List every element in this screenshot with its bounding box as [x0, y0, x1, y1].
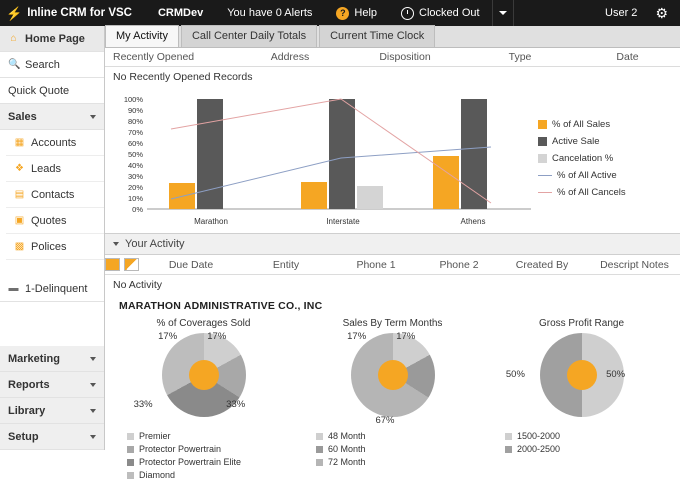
- sidebar-bottom: [0, 346, 104, 450]
- accounts-icon: ▦: [14, 137, 25, 148]
- column-phone-2[interactable]: Phone 2: [439, 258, 479, 271]
- sales-bar-chart: [111, 91, 538, 231]
- pie-title: % of Coverages Sold: [156, 318, 251, 329]
- user-label: User 2: [605, 7, 638, 19]
- legend-label: Protector Powertrain Elite: [139, 457, 242, 467]
- tab-current-time-clock[interactable]: Current Time Clock: [319, 25, 435, 47]
- column-address[interactable]: Address: [270, 51, 310, 63]
- svg-text:10%: 10%: [127, 194, 143, 203]
- svg-text:Interstate: Interstate: [326, 217, 360, 226]
- search-icon: 🔍: [8, 59, 21, 70]
- chevron-down-icon: [90, 435, 96, 439]
- svg-text:50%: 50%: [127, 150, 143, 159]
- sidebar-item-search[interactable]: [0, 52, 104, 78]
- legend-label: Diamond: [139, 470, 176, 480]
- sidebar-item-quick-quote[interactable]: [0, 78, 104, 104]
- legend-label: % of All Cancels: [557, 187, 626, 198]
- column-entity[interactable]: Entity: [272, 258, 300, 271]
- tab-bar: [105, 26, 680, 48]
- alerts-item[interactable]: [215, 0, 324, 26]
- quotes-icon: ▣: [14, 215, 25, 226]
- legend-label: % of All Sales: [552, 119, 611, 130]
- legend-item: [127, 457, 298, 467]
- chevron-down-icon: [90, 115, 96, 119]
- sidebar-item-leads[interactable]: [6, 156, 104, 182]
- sidebar-section-library[interactable]: [0, 398, 104, 424]
- legend-item: [538, 170, 674, 181]
- column-phone-1[interactable]: Phone 1: [356, 258, 396, 271]
- legend-swatch: [505, 433, 512, 440]
- sidebar-section-setup[interactable]: [0, 424, 104, 450]
- legend-item: [538, 136, 674, 147]
- pie-value-label: 33%: [133, 399, 153, 410]
- pie-chart-gross-profit-range: [487, 318, 676, 483]
- column-due-date[interactable]: Due Date: [168, 258, 214, 271]
- sidebar-item-label: Polices: [31, 240, 67, 253]
- legend-swatch: [316, 433, 323, 440]
- clock-icon: [401, 7, 414, 20]
- sidebar-item-accounts[interactable]: [6, 130, 104, 156]
- svg-text:80%: 80%: [127, 117, 143, 126]
- legend-swatch: [127, 459, 134, 466]
- sidebar-flex-spacer: [0, 302, 104, 346]
- legend-label: 72 Month: [328, 457, 366, 467]
- legend-item: [505, 431, 676, 441]
- pie-stage: [109, 333, 298, 425]
- pie-value-label: 17%: [158, 331, 178, 342]
- delinquent-icon: ▬: [8, 283, 19, 294]
- sidebar-item-quotes[interactable]: [6, 208, 104, 234]
- column-disposition[interactable]: Disposition: [379, 51, 431, 63]
- pie-graphic: [351, 333, 435, 417]
- top-bar: [0, 0, 680, 26]
- sidebar-item-label: Accounts: [31, 136, 77, 149]
- policies-icon: ▩: [14, 241, 25, 252]
- legend-line: [538, 192, 552, 193]
- sidebar-item-delinquent[interactable]: [0, 276, 104, 302]
- column-date[interactable]: Date: [616, 51, 639, 63]
- legend-swatch: [316, 446, 323, 453]
- user-item[interactable]: [593, 0, 649, 26]
- sidebar-section-label: Marketing: [8, 352, 60, 365]
- pie-value-label: 17%: [207, 331, 227, 342]
- svg-text:70%: 70%: [127, 128, 143, 137]
- legend-label: 48 Month: [328, 431, 366, 441]
- app-title: Inline CRM for VSC: [27, 7, 132, 19]
- legend-swatch: [127, 433, 134, 440]
- legend-item: [505, 444, 676, 454]
- app-brand: [6, 7, 146, 20]
- your-activity-empty: No Activity: [113, 279, 163, 291]
- legend-label: 60 Month: [328, 444, 366, 454]
- home-icon: ⌂: [10, 33, 17, 44]
- recently-opened-empty: No Recently Opened Records: [113, 71, 253, 83]
- legend-label: Cancelation %: [552, 153, 614, 164]
- legend-swatch: [538, 120, 547, 129]
- pie-chart-sales-by-term-months: [298, 318, 487, 483]
- svg-text:100%: 100%: [123, 95, 143, 104]
- tab-call-center-daily-totals[interactable]: Call Center Daily Totals: [181, 25, 317, 47]
- legend-label: Protector Powertrain: [139, 444, 222, 454]
- your-activity-header: [105, 234, 680, 255]
- sidebar-section-marketing[interactable]: [0, 346, 104, 372]
- help-item[interactable]: [324, 0, 389, 26]
- alerts-label: You have 0 Alerts: [227, 7, 313, 19]
- sidebar-gap: [0, 260, 104, 276]
- legend-label: 2000-2500: [517, 444, 561, 454]
- pie-title: Gross Profit Range: [538, 318, 625, 329]
- pie-value-label: 50%: [606, 369, 626, 380]
- your-activity-title: Your Activity: [125, 238, 185, 250]
- pie-charts-row: [105, 312, 680, 483]
- column-created-by[interactable]: Created By: [515, 258, 569, 271]
- pie-value-label: 17%: [347, 331, 367, 342]
- pie-value-label: 17%: [396, 331, 416, 342]
- svg-text:90%: 90%: [127, 106, 143, 115]
- legend-line: [538, 175, 552, 176]
- svg-text:Athens: Athens: [460, 217, 486, 226]
- chevron-down-icon[interactable]: [113, 242, 119, 246]
- legend-swatch: [538, 154, 547, 163]
- pie-stage: [298, 333, 487, 425]
- page-body: [0, 26, 680, 480]
- sidebar-item-home[interactable]: [0, 26, 104, 52]
- question-icon: ?: [336, 7, 349, 20]
- sidebar-item-label: Quick Quote: [8, 84, 70, 97]
- column-type[interactable]: Type: [508, 51, 532, 63]
- pie-legend: [109, 431, 298, 480]
- sidebar-section-label: Reports: [8, 378, 50, 391]
- column-recently-opened[interactable]: Recently Opened: [113, 51, 195, 63]
- legend-item: [316, 457, 487, 467]
- help-label: Help: [354, 7, 378, 19]
- clock-dropdown-button[interactable]: [492, 0, 514, 26]
- sidebar-item-label: Home Page: [25, 32, 85, 45]
- account-name: MARATHON ADMINISTRATIVE CO., INC: [119, 300, 323, 312]
- legend-item: [127, 470, 298, 480]
- sidebar-section-sales[interactable]: [0, 104, 104, 130]
- sidebar-section-reports[interactable]: [0, 372, 104, 398]
- sidebar-item-contacts[interactable]: [6, 182, 104, 208]
- legend-item: [538, 119, 674, 130]
- sidebar-sales-items: [0, 130, 104, 260]
- pie-stage: [487, 333, 676, 425]
- sales-bar-chart-panel: [105, 87, 680, 234]
- legend-item: [127, 444, 298, 454]
- legend-item: [316, 431, 487, 441]
- legend-label: % of All Active: [557, 170, 617, 181]
- sidebar-section-label: Sales: [8, 110, 37, 123]
- legend-label: 1500-2000: [517, 431, 561, 441]
- sidebar-item-label: Leads: [31, 162, 61, 175]
- legend-label: Active Sale: [552, 136, 600, 147]
- legend-swatch: [127, 446, 134, 453]
- legend-item: [538, 153, 674, 164]
- legend-label: Premier: [139, 431, 171, 441]
- leads-icon: ❖: [15, 163, 24, 174]
- sidebar: [0, 26, 105, 450]
- sidebar-top: [0, 26, 104, 302]
- svg-text:Marathon: Marathon: [194, 217, 228, 226]
- pie-center-hole: [378, 360, 408, 390]
- pie-center-hole: [189, 360, 219, 390]
- sidebar-section-label: Setup: [8, 430, 39, 443]
- clock-label: Clocked Out: [419, 7, 480, 19]
- environment-label: CRMDev: [157, 7, 204, 19]
- main-content: [105, 26, 680, 480]
- sidebar-item-polices[interactable]: [6, 234, 104, 260]
- pie-value-label: 50%: [505, 369, 525, 380]
- svg-text:30%: 30%: [127, 172, 143, 181]
- column-descript-notes[interactable]: Descript Notes: [600, 258, 669, 271]
- activity-filter-button[interactable]: [105, 258, 120, 271]
- sidebar-item-label: Search: [25, 58, 60, 71]
- activity-chart-toggle-button[interactable]: [124, 258, 139, 271]
- your-activity-column-headers: [105, 255, 680, 275]
- sidebar-item-label: Quotes: [31, 214, 67, 227]
- chevron-down-icon: [499, 11, 507, 15]
- legend-swatch: [538, 137, 547, 146]
- pie-center-hole: [567, 360, 597, 390]
- pie-chart-coverages-sold: [109, 318, 298, 483]
- svg-text:40%: 40%: [127, 161, 143, 170]
- chevron-down-icon: [90, 383, 96, 387]
- pie-title: Sales By Term Months: [342, 318, 443, 329]
- pie-value-label: 67%: [375, 415, 395, 426]
- pie-legend: [487, 431, 676, 454]
- bolt-icon: ⚡: [6, 5, 23, 21]
- sidebar-item-label: 1-Delinquent: [25, 282, 88, 295]
- bar-chart-svg: [111, 91, 536, 231]
- svg-text:20%: 20%: [127, 183, 143, 192]
- svg-text:0%: 0%: [132, 205, 143, 214]
- contacts-icon: ▤: [14, 189, 25, 200]
- bar-chart-legend: [538, 91, 674, 231]
- chevron-down-icon: [90, 409, 96, 413]
- legend-swatch: [127, 472, 134, 479]
- legend-item: [316, 444, 487, 454]
- svg-text:60%: 60%: [127, 139, 143, 148]
- legend-swatch: [505, 446, 512, 453]
- clock-item[interactable]: [389, 0, 492, 26]
- tab-my-activity[interactable]: My Activity: [105, 25, 179, 47]
- legend-swatch: [316, 459, 323, 466]
- sidebar-item-label: Contacts: [31, 188, 75, 201]
- legend-item: [538, 187, 674, 198]
- chevron-down-icon: [90, 357, 96, 361]
- recently-opened-column-headers: [105, 48, 680, 67]
- gear-icon[interactable]: ⚙: [655, 4, 668, 21]
- sidebar-section-label: Library: [8, 404, 46, 417]
- pie-legend: [298, 431, 487, 467]
- pie-value-label: 33%: [226, 399, 246, 410]
- legend-item: [127, 431, 298, 441]
